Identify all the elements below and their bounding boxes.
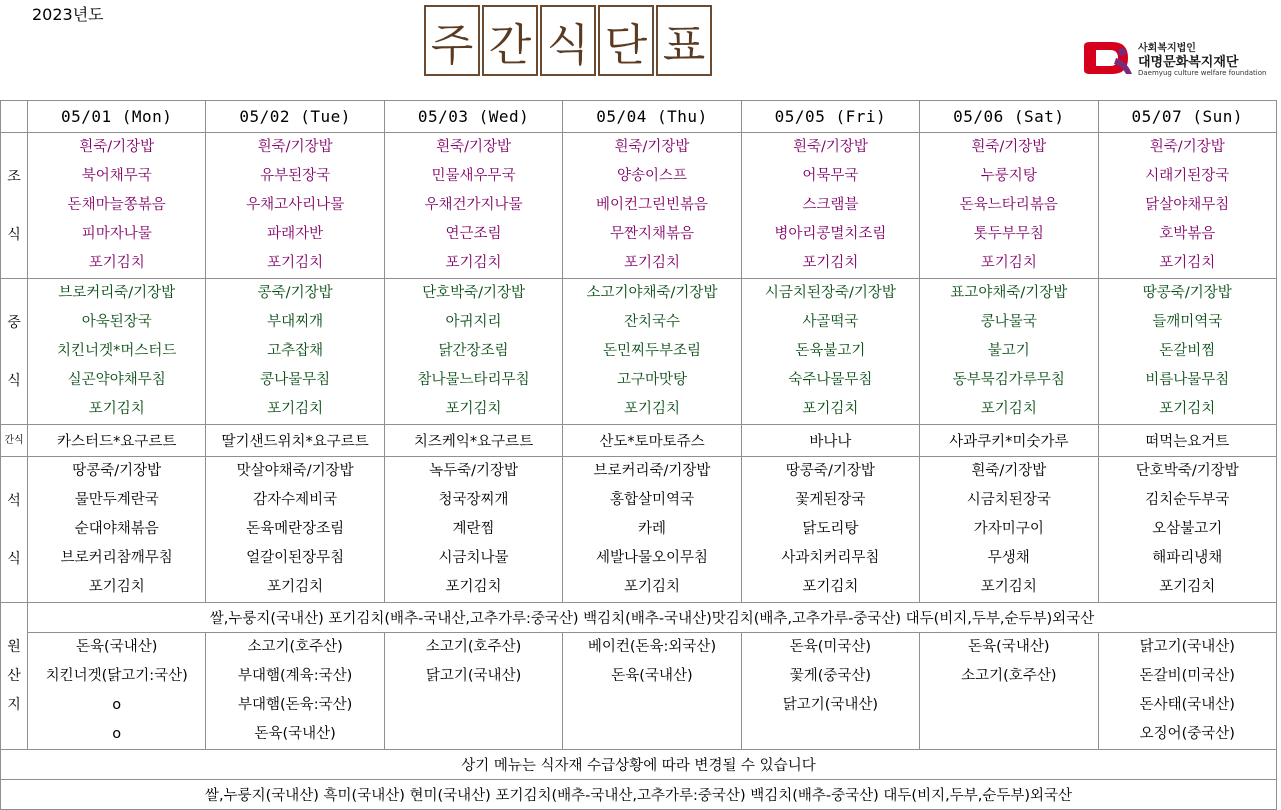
breakfast-cell [920, 133, 1098, 279]
menu-item: 흰죽/기장밥 [971, 463, 1047, 479]
menu-item: 포기김치 [445, 401, 502, 417]
menu-item: 호박볶음 [1159, 226, 1216, 242]
menu-item: 민물새우무국 [431, 168, 516, 184]
origin-item: 소고기(호주산) [961, 668, 1057, 684]
origin-cell [741, 633, 919, 750]
menu-item: 포기김치 [802, 579, 859, 595]
meal-label-lunch [1, 279, 28, 425]
menu-item: 콩나물무침 [260, 372, 331, 388]
menu-item: 닭도리탕 [802, 521, 859, 537]
menu-item: 치킨너겟*머스터드 [57, 343, 177, 359]
logo-line1: 사회복지법인 [1138, 43, 1196, 54]
menu-item: 계란찜 [452, 521, 495, 537]
menu-item: 포기김치 [267, 579, 324, 595]
menu-item: 어묵무국 [802, 168, 859, 184]
origin-item: 돈사태(국내산) [1139, 697, 1235, 713]
menu-item: 흰죽/기장밥 [792, 139, 868, 155]
lunch-cell [384, 279, 562, 425]
menu-item: 녹두죽/기장밥 [429, 463, 519, 479]
origin-cell [384, 633, 562, 750]
snack-cell: 떠먹는요거트 [1098, 425, 1276, 457]
menu-item: 들깨미역국 [1152, 314, 1223, 330]
menu-item: 실곤약야채무침 [67, 372, 166, 388]
menu-item: 감자수제비국 [253, 492, 338, 508]
year-label: 2023년도 [32, 5, 104, 24]
menu-item: 우채고사리나물 [246, 197, 345, 213]
menu-item: 카레 [637, 521, 666, 537]
breakfast-cell [563, 133, 741, 279]
breakfast-cell [1098, 133, 1276, 279]
menu-item: 닭간장조림 [438, 343, 509, 359]
dinner-row [1, 457, 1277, 603]
menu-item: 북어채무국 [81, 168, 152, 184]
meal-label-snack: 간식 [1, 425, 28, 457]
menu-item: 흰죽/기장밥 [436, 139, 512, 155]
menu-item: 콩나물국 [980, 314, 1037, 330]
menu-item: 포기김치 [88, 401, 145, 417]
menu-item: 돈민찌두부조림 [602, 343, 701, 359]
menu-item: 양송이스프 [616, 168, 687, 184]
menu-item: 비름나물무침 [1145, 372, 1230, 388]
origin-item: 부대햄(돈육:국산) [238, 697, 353, 713]
origin-item: o [112, 726, 122, 742]
menu-item: 포기김치 [802, 401, 859, 417]
title-char: 간 [482, 5, 538, 76]
dinner-cell [384, 457, 562, 603]
menu-item: 부대찌개 [267, 314, 324, 330]
menu-item: 땅콩죽/기장밥 [72, 463, 162, 479]
origin-item: 돈육(국내산) [611, 668, 693, 684]
menu-item: 김치순두부국 [1145, 492, 1230, 508]
label-char: 석 [7, 492, 21, 509]
lunch-row [1, 279, 1277, 425]
origin-item: 베이컨(돈육:외국산) [587, 639, 717, 655]
breakfast-cell [28, 133, 206, 279]
menu-item: 아귀지리 [445, 314, 502, 330]
origin-common-text: 쌀,누룽지(국내산) 포기김치(배추-국내산,고추가루:중국산) 백김치(배추-국내산)맛김치(배추,고추가루-중국산) 대두(비지,두부,순두부)외국산 [28, 603, 1277, 633]
menu-item: 돈채마늘쫑볶음 [67, 197, 166, 213]
origin-item: 오징어(중국산) [1139, 726, 1235, 742]
page-title [424, 5, 712, 76]
meal-label-breakfast [1, 133, 28, 279]
menu-item: 포기김치 [1159, 579, 1216, 595]
menu-item: 시금치나물 [438, 550, 509, 566]
footer-origin-text: 쌀,누룽지(국내산) 흑미(국내산) 현미(국내산) 포기김치(배추-국내산,고추가루:중국산) 백김치(배추-중국산) 대두(비지,두부,순두부)외국산 [1, 780, 1277, 810]
origin-cell [206, 633, 384, 750]
menu-item: 세발나물오이무침 [595, 550, 708, 566]
snack-cell: 카스터드*요구르트 [28, 425, 206, 457]
date-header-row [1, 101, 1277, 133]
origin-common-row [1, 603, 1277, 633]
breakfast-cell [206, 133, 384, 279]
menu-item: 톳두부무침 [973, 226, 1044, 242]
menu-item: 포기김치 [802, 255, 859, 271]
menu-item: 무생채 [987, 550, 1030, 566]
menu-item: 브로커리참깨무침 [60, 550, 173, 566]
menu-item: 맛살야채죽/기장밥 [236, 463, 354, 479]
foundation-logo [1082, 36, 1267, 82]
day-header: 05/03 (Wed) [384, 101, 562, 133]
breakfast-row [1, 133, 1277, 279]
menu-item: 포기김치 [88, 579, 145, 595]
menu-item: 포기김치 [980, 255, 1037, 271]
logo-line3: Daemyug culture welfare foundation [1138, 69, 1267, 77]
menu-item: 연근조림 [445, 226, 502, 242]
snack-row [1, 425, 1277, 457]
snack-cell: 사과쿠키*미숫가루 [920, 425, 1098, 457]
origin-label [1, 603, 28, 750]
menu-item: 청국장찌개 [438, 492, 509, 508]
dinner-cell [563, 457, 741, 603]
snack-cell: 바나나 [741, 425, 919, 457]
menu-item: 브로커리죽/기장밥 [593, 463, 711, 479]
menu-item: 돈육메란장조림 [246, 521, 345, 537]
menu-item: 숙주나물무침 [788, 372, 873, 388]
menu-item: 해파리냉채 [1152, 550, 1223, 566]
title-char: 단 [598, 5, 654, 76]
dinner-cell [1098, 457, 1276, 603]
menu-item: 오삼불고기 [1152, 521, 1223, 537]
origin-item: 돈갈비(미국산) [1139, 668, 1235, 684]
dinner-cell [206, 457, 384, 603]
menu-item: 돈육불고기 [795, 343, 866, 359]
menu-item: 아욱된장국 [81, 314, 152, 330]
menu-item: 포기김치 [267, 255, 324, 271]
lunch-cell [563, 279, 741, 425]
menu-item: 홍합살미역국 [609, 492, 694, 508]
origin-item: 꽃게(중국산) [789, 668, 872, 684]
menu-item: 흰죽/기장밥 [1149, 139, 1225, 155]
menu-item: 고구마맛탕 [616, 372, 687, 388]
title-char: 표 [656, 5, 712, 76]
lunch-cell [741, 279, 919, 425]
menu-item: 가자미구이 [973, 521, 1044, 537]
origin-item: 닭고기(국내산) [782, 697, 879, 713]
menu-item: 동부묵김가루무침 [952, 372, 1065, 388]
menu-item: 포기김치 [623, 579, 680, 595]
menu-item: 흰죽/기장밥 [79, 139, 155, 155]
label-char: 지 [7, 696, 21, 713]
menu-item: 시금치된장국 [966, 492, 1051, 508]
menu-item: 잔치국수 [623, 314, 680, 330]
menu-item: 포기김치 [1159, 401, 1216, 417]
menu-item: 돈육느타리볶음 [959, 197, 1058, 213]
origin-item: 닭고기(국내산) [1139, 639, 1235, 655]
meal-label-dinner [1, 457, 28, 603]
notice-row [1, 750, 1277, 780]
day-header: 05/01 (Mon) [28, 101, 206, 133]
day-header: 05/02 (Tue) [206, 101, 384, 133]
menu-item: 흰죽/기장밥 [614, 139, 690, 155]
lunch-cell [1098, 279, 1276, 425]
corner-cell [1, 101, 28, 133]
origin-cell [1098, 633, 1276, 750]
menu-item: 시금치된장죽/기장밥 [764, 285, 896, 301]
menu-item: 누룽지탕 [980, 168, 1037, 184]
dinner-cell [28, 457, 206, 603]
menu-item: 땅콩죽/기장밥 [785, 463, 875, 479]
menu-item: 돈갈비찜 [1159, 343, 1216, 359]
title-char: 식 [540, 5, 596, 76]
origin-item: 돈육(국내산) [968, 639, 1050, 655]
origin-item: 돈육(국내산) [254, 726, 336, 742]
label-char: 식 [7, 550, 21, 567]
menu-item: 포기김치 [1159, 255, 1216, 271]
menu-item: 포기김치 [445, 255, 502, 271]
menu-item: 순대야채볶음 [74, 521, 159, 537]
day-header: 05/05 (Fri) [741, 101, 919, 133]
menu-item: 물만두계란국 [74, 492, 159, 508]
menu-item: 포기김치 [623, 255, 680, 271]
breakfast-cell [384, 133, 562, 279]
lunch-cell [206, 279, 384, 425]
menu-item: 브로커리죽/기장밥 [58, 285, 176, 301]
menu-item: 얼갈이된장무침 [246, 550, 345, 566]
label-char: 원 [7, 638, 21, 655]
menu-item: 흰죽/기장밥 [971, 139, 1047, 155]
menu-item: 소고기야채죽/기장밥 [586, 285, 718, 301]
menu-item: 콩죽/기장밥 [257, 285, 333, 301]
label-char: 산 [7, 667, 21, 684]
label-char: 조 [7, 168, 21, 185]
origin-cell [563, 633, 741, 750]
origin-item: 소고기(호주산) [247, 639, 343, 655]
menu-item: 단호박죽/기장밥 [1135, 463, 1239, 479]
origin-item: 닭고기(국내산) [425, 668, 522, 684]
footer-row [1, 780, 1277, 810]
origin-cell [28, 633, 206, 750]
menu-item: 우채건가지나물 [424, 197, 523, 213]
menu-item: 포기김치 [623, 401, 680, 417]
menu-item: 포기김치 [980, 401, 1037, 417]
day-header: 05/04 (Thu) [563, 101, 741, 133]
menu-item: 포기김치 [267, 401, 324, 417]
day-header: 05/06 (Sat) [920, 101, 1098, 133]
snack-cell: 치즈케익*요구르트 [384, 425, 562, 457]
label-char: 식 [7, 226, 21, 243]
dinner-cell [741, 457, 919, 603]
menu-item: 병아리콩멸치조림 [774, 226, 887, 242]
origin-item: 부대햄(계육:국산) [238, 668, 353, 684]
menu-item: 포기김치 [445, 579, 502, 595]
menu-item: 포기김치 [980, 579, 1037, 595]
breakfast-cell [741, 133, 919, 279]
menu-item: 베이컨그린빈볶음 [595, 197, 708, 213]
menu-item: 표고야채죽/기장밥 [950, 285, 1068, 301]
menu-item: 땅콩죽/기장밥 [1142, 285, 1232, 301]
weekly-menu-table [0, 100, 1277, 810]
menu-item: 시래기된장국 [1145, 168, 1230, 184]
label-char: 식 [7, 372, 21, 389]
menu-item: 사과치커리무침 [781, 550, 880, 566]
lunch-cell [920, 279, 1098, 425]
menu-item: 유부된장국 [260, 168, 331, 184]
menu-item: 고추잡채 [267, 343, 324, 359]
menu-item: 단호박죽/기장밥 [422, 285, 526, 301]
origin-item: o [112, 697, 122, 713]
dinner-cell [920, 457, 1098, 603]
title-char: 주 [424, 5, 480, 76]
menu-item: 흰죽/기장밥 [257, 139, 333, 155]
origin-item: 소고기(호주산) [425, 639, 522, 655]
menu-item: 피마자나물 [81, 226, 152, 242]
menu-item: 사골떡국 [802, 314, 859, 330]
label-char: 중 [7, 314, 21, 331]
menu-item: 닭살야채무침 [1145, 197, 1230, 213]
notice-text: 상기 메뉴는 식자재 수급상황에 따라 변경될 수 있습니다 [1, 750, 1277, 780]
origin-item: 돈육(미국산) [789, 639, 872, 655]
snack-cell: 산도*토마토쥬스 [563, 425, 741, 457]
day-header: 05/07 (Sun) [1098, 101, 1276, 133]
menu-item: 스크램블 [802, 197, 859, 213]
origin-cell [920, 633, 1098, 750]
foundation-logo-icon [1082, 40, 1136, 78]
origin-item: 치킨너겟(닭고기:국산) [45, 668, 188, 684]
menu-item: 파래자반 [267, 226, 324, 242]
menu-item: 참나물느타리무침 [417, 372, 530, 388]
snack-cell: 딸기샌드위치*요구르트 [206, 425, 384, 457]
lunch-cell [28, 279, 206, 425]
menu-item: 무짠지채볶음 [609, 226, 694, 242]
origin-row [1, 633, 1277, 750]
logo-line2: 대명문화복지재단 [1138, 55, 1239, 70]
menu-item: 꽃게된장국 [795, 492, 866, 508]
menu-item: 포기김치 [88, 255, 145, 271]
menu-item: 불고기 [987, 343, 1030, 359]
origin-item: 돈육(국내산) [76, 639, 158, 655]
